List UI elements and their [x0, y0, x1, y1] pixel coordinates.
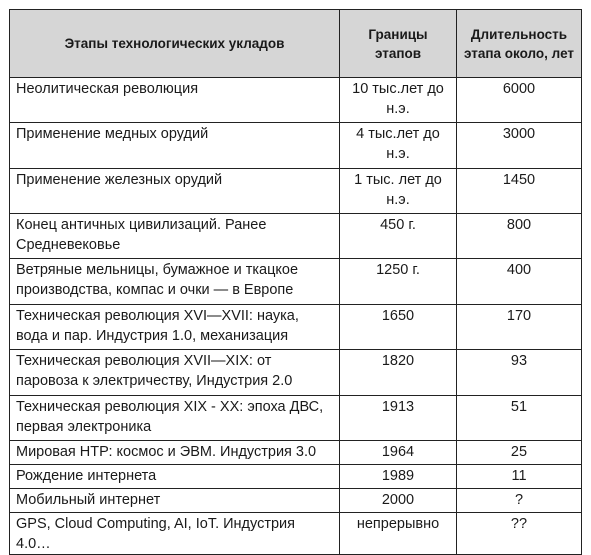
cell-stage: Ветряные мельницы, бумажное и ткацкое производства, компас и очки — в Европе: [10, 259, 340, 305]
cell-duration: 3000: [457, 123, 582, 169]
cell-duration: 11: [457, 465, 582, 489]
cell-stage: Мировая НТР: космос и ЭВМ. Индустрия 3.0: [10, 441, 340, 465]
table-row: [10, 513, 582, 555]
table-row: [10, 465, 582, 489]
cell-duration: ??: [457, 513, 582, 555]
table-row: [10, 396, 582, 441]
cell-boundary: 1 тыс. лет до н.э.: [340, 169, 457, 214]
cell-duration: 93: [457, 350, 582, 396]
cell-duration: ?: [457, 489, 582, 513]
cell-boundary: 1250 г.: [340, 259, 457, 305]
cell-duration: 51: [457, 396, 582, 441]
cell-duration: 170: [457, 305, 582, 350]
cell-boundary: 450 г.: [340, 214, 457, 259]
tech-eras-table: [9, 9, 582, 555]
table-row: [10, 123, 582, 169]
table-row: [10, 78, 582, 123]
cell-boundary: 1989: [340, 465, 457, 489]
cell-stage: Техническая революция XIX - XX: эпоха ДВС, первая электроника: [10, 396, 340, 441]
cell-boundary: 10 тыс.лет до н.э.: [340, 78, 457, 123]
header-duration: Длительность этапа около, лет: [457, 10, 582, 78]
table-row: [10, 489, 582, 513]
cell-stage: Рождение интернета: [10, 465, 340, 489]
cell-boundary: непрерывно: [340, 513, 457, 555]
header-boundaries: Границы этапов: [340, 10, 457, 78]
cell-boundary: 1964: [340, 441, 457, 465]
cell-boundary: 2000: [340, 489, 457, 513]
table-row: [10, 441, 582, 465]
cell-duration: 800: [457, 214, 582, 259]
table-row: [10, 259, 582, 305]
cell-stage: Мобильный интернет: [10, 489, 340, 513]
cell-boundary: 1650: [340, 305, 457, 350]
cell-duration: 400: [457, 259, 582, 305]
table-row: [10, 350, 582, 396]
cell-stage: Конец античных цивилизаций. Ранее Средневековье: [10, 214, 340, 259]
cell-duration: 25: [457, 441, 582, 465]
table-row: [10, 214, 582, 259]
cell-stage: GPS, Cloud Computing, AI, IoT. Индустрия 4.0…: [10, 513, 340, 555]
cell-stage: Техническая революция XVI—XVII: наука, вода и пар. Индустрия 1.0, механизация: [10, 305, 340, 350]
cell-boundary: 4 тыс.лет до н.э.: [340, 123, 457, 169]
cell-stage: Применение медных орудий: [10, 123, 340, 169]
cell-duration: 6000: [457, 78, 582, 123]
cell-stage: Техническая революция XVII—XIX: от паровоза к электричеству, Индустрия 2.0: [10, 350, 340, 396]
header-stages: Этапы технологических укладов: [10, 10, 340, 78]
cell-duration: 1450: [457, 169, 582, 214]
cell-boundary: 1820: [340, 350, 457, 396]
cell-boundary: 1913: [340, 396, 457, 441]
table-row: [10, 305, 582, 350]
cell-stage: Неолитическая революция: [10, 78, 340, 123]
table-header-row: [10, 10, 582, 78]
table-row: [10, 169, 582, 214]
cell-stage: Применение железных орудий: [10, 169, 340, 214]
